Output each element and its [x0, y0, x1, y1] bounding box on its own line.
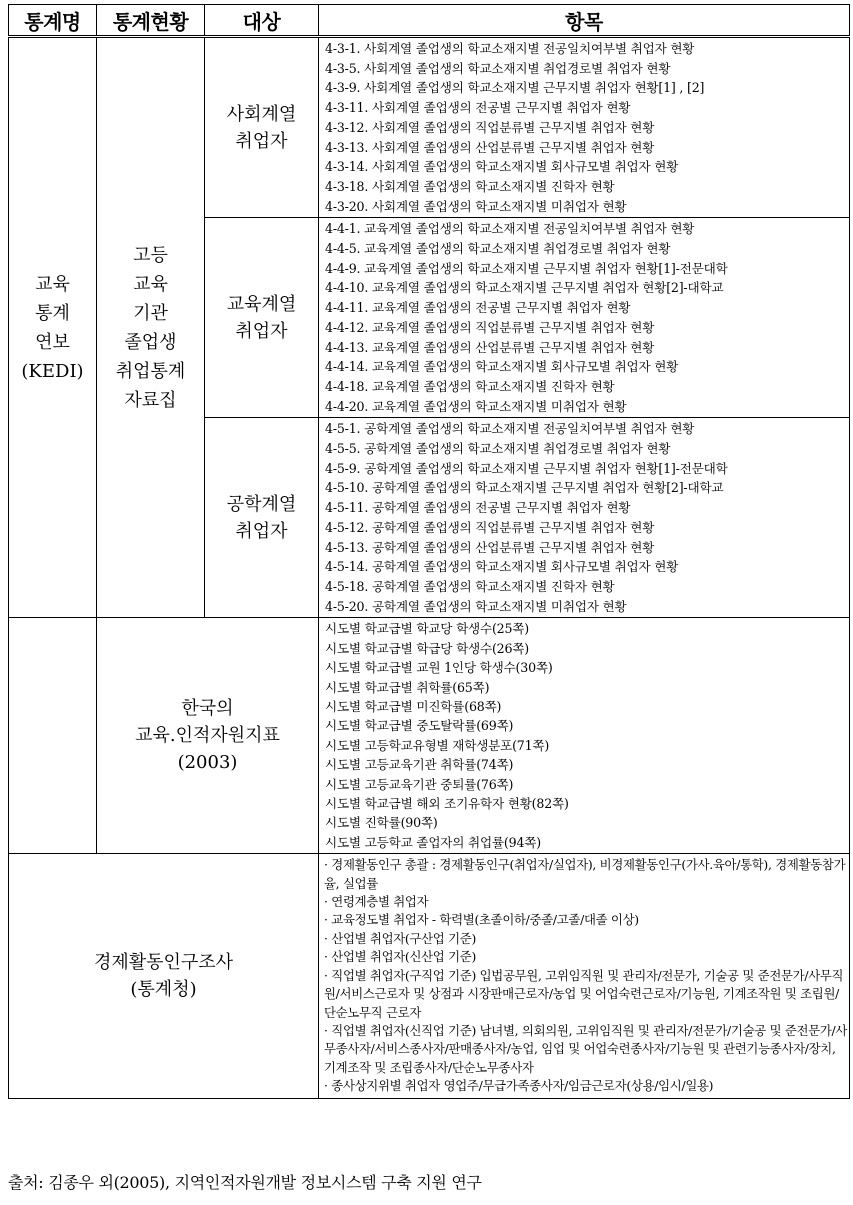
target-social: 사회계열 취업자	[205, 37, 319, 218]
statistics-table	[8, 4, 850, 1099]
list-item: · 산업별 취업자(구산업 기준)	[324, 930, 476, 946]
header-stat-status: 통계현황	[97, 5, 205, 37]
list-item: 4-5-12. 공학계열 졸업생의 직업분류별 근무지별 취업자 현황	[325, 519, 655, 535]
target-engineering: 공학계열 취업자	[205, 418, 319, 618]
list-item: 4-3-11. 사회계열 졸업생의 전공별 근무지별 취업자 현황	[325, 100, 631, 116]
list-item: · 종사상지위별 취업자 영업주/무급가족종사자/임금근로자(상용/임시/일용)	[324, 1078, 714, 1094]
labor-items	[319, 854, 850, 1098]
list-item: 4-4-11. 교육계열 졸업생의 전공별 근무지별 취업자 현황	[325, 300, 631, 316]
list-item: 4-4-14. 교육계열 졸업생의 학교소재지별 회사규모별 취업자 현황	[325, 359, 679, 375]
list-item: 4-4-20. 교육계열 졸업생의 학교소재지별 미취업자 현황	[325, 398, 627, 414]
list-item: · 직업별 취업자(구직업 기준) 입법공무원, 고위임직원 및 관리자/전문가, 기술공 및 준전문가/사무직원/서비스근로자 및 상점과 시장판매근로자/농업 및 어업숙련근로자/기능원, 기계조작원 및 조립원/단순노무직 근로자	[324, 967, 844, 1020]
header-target: 대상	[205, 5, 319, 37]
list-item: 4-4-1. 교육계열 졸업생의 학교소재지별 전공일치여부별 취업자 현황	[325, 221, 695, 237]
list-item: 4-3-1. 사회계열 졸업생의 학교소재지별 전공일치여부별 취업자 현황	[325, 41, 695, 56]
list-item: 4-3-18. 사회계열 졸업생의 학교소재지별 진학자 현황	[325, 178, 615, 194]
labor-row	[9, 854, 850, 1098]
header-row	[9, 5, 850, 37]
items-education	[319, 218, 850, 418]
list-item: 4-5-14. 공학계열 졸업생의 학교소재지별 회사규모별 취업자 현황	[325, 559, 679, 575]
header-items: 항목	[319, 5, 850, 37]
header-stat-name: 통계명	[9, 5, 97, 37]
list-item: 시도별 학교급별 교원 1인당 학생수(30쪽)	[325, 660, 553, 676]
labor-name: 경제활동인구조사 (통계청)	[9, 854, 319, 1098]
list-item: 4-5-9. 공학계열 졸업생의 학교소재지별 근무지별 취업자 현황[1]-전문대학	[325, 460, 728, 476]
list-item: 4-3-20. 사회계열 졸업생의 학교소재지별 미취업자 현황	[325, 198, 627, 214]
list-item: 4-4-9. 교육계열 졸업생의 학교소재지별 근무지별 취업자 현황[1]-전문대학	[325, 260, 728, 276]
list-item: 4-5-10. 공학계열 졸업생의 학교소재지별 근무지별 취업자 현황[2]-대학교	[325, 480, 724, 496]
list-item: 시도별 학교급별 학급당 학생수(26쪽)	[325, 640, 529, 656]
list-item: 시도별 학교급별 취학률(65쪽)	[325, 679, 490, 695]
list-item: · 산업별 취업자(신산업 기준)	[324, 949, 476, 965]
list-item: 4-4-12. 교육계열 졸업생의 직업분류별 근무지별 취업자 현황	[325, 319, 655, 335]
list-item: 시도별 학교급별 학교당 학생수(25쪽)	[325, 621, 529, 637]
list-item: 4-5-11. 공학계열 졸업생의 전공별 근무지별 취업자 현황	[325, 500, 631, 516]
list-item: 4-4-18. 교육계열 졸업생의 학교소재지별 진학자 현황	[325, 378, 615, 394]
items-social	[319, 37, 850, 218]
list-item: 4-4-5. 교육계열 졸업생의 학교소재지별 취업경로별 취업자 현황	[325, 241, 671, 257]
list-item: · 직업별 취업자(신직업 기준) 남녀별, 의회의원, 고위임직원 및 관리자/전문가/기술공 및 준전문가/사무종사자/서비스종사자/판매종사자/농업, 임업 및 어업숙련종사자/기능원 및 관련기능종사자/장치, 기계조작 및 조립종사자/단순노무종사자	[324, 1022, 848, 1075]
list-item: 시도별 진학률(90쪽)	[325, 815, 438, 831]
list-item: · 연령계층별 취업자	[324, 894, 429, 910]
list-item: 4-3-9. 사회계열 졸업생의 학교소재지별 근무지별 취업자 현황[1] , [2]	[325, 80, 705, 96]
list-item: 4-5-13. 공학계열 졸업생의 산업분류별 근무지별 취업자 현황	[325, 539, 655, 555]
list-item: 4-3-13. 사회계열 졸업생의 산업분류별 근무지별 취업자 현황	[325, 139, 655, 155]
list-item: 시도별 고등교육기관 취학률(74쪽)	[325, 757, 514, 773]
list-item: 4-3-12. 사회계열 졸업생의 직업분류별 근무지별 취업자 현황	[325, 119, 655, 135]
indicator-row	[9, 618, 850, 854]
list-item: 4-5-5. 공학계열 졸업생의 학교소재지별 취업경로별 취업자 현황	[325, 441, 671, 457]
list-item: 시도별 학교급별 미진학률(68쪽)	[325, 699, 502, 715]
items-engineering	[319, 418, 850, 618]
list-item: 4-4-13. 교육계열 졸업생의 산업분류별 근무지별 취업자 현황	[325, 339, 655, 355]
list-item: 시도별 고등학교 졸업자의 취업률(94쪽)	[325, 834, 541, 850]
list-item: · 경제활동인구 총괄 : 경제활동인구(취업자/실업자), 비경제활동인구(가사.육아/통학), 경제활동참가율, 실업률	[324, 857, 846, 891]
indicator-name: 한국의 교육.인적자원지표 (2003)	[97, 618, 319, 854]
list-item: 4-5-20. 공학계열 졸업생의 학교소재지별 미취업자 현황	[325, 598, 627, 614]
list-item: 시도별 고등교육기관 중퇴률(76쪽)	[325, 776, 514, 792]
list-item: 4-5-18. 공학계열 졸업생의 학교소재지별 진학자 현황	[325, 578, 615, 594]
list-item: 4-3-14. 사회계열 졸업생의 학교소재지별 회사규모별 취업자 현황	[325, 159, 679, 175]
list-item: 4-3-5. 사회계열 졸업생의 학교소재지별 취업경로별 취업자 현황	[325, 60, 671, 76]
list-item: 4-5-1. 공학계열 졸업생의 학교소재지별 전공일치여부별 취업자 현황	[325, 421, 695, 437]
stat-status-survey: 고등 교육 기관 졸업생 취업통계 자료집	[97, 37, 205, 618]
source-citation: 출처: 김종우 외(2005), 지역인적자원개발 정보시스템 구축 지원 연구	[8, 1173, 482, 1192]
target-education: 교육계열 취업자	[205, 218, 319, 418]
list-item: · 교육정도별 취업자 - 학력별(초졸이하/중졸/고졸/대졸 이상)	[324, 912, 639, 928]
indicator-items	[319, 618, 850, 854]
list-item: 시도별 학교급별 해외 조기유학자 현황(82쪽)	[325, 796, 569, 812]
stat-name-blank	[9, 618, 97, 854]
group-row-social	[9, 37, 850, 218]
list-item: 시도별 학교급별 중도탈락률(69쪽)	[325, 718, 514, 734]
stat-name-kedi: 교육 통계 연보 (KEDI)	[9, 37, 97, 618]
list-item: 4-4-10. 교육계열 졸업생의 학교소재지별 근무지별 취업자 현황[2]-대학교	[325, 280, 724, 296]
list-item: 시도별 고등학교유형별 재학생분포(71쪽)	[325, 737, 550, 753]
